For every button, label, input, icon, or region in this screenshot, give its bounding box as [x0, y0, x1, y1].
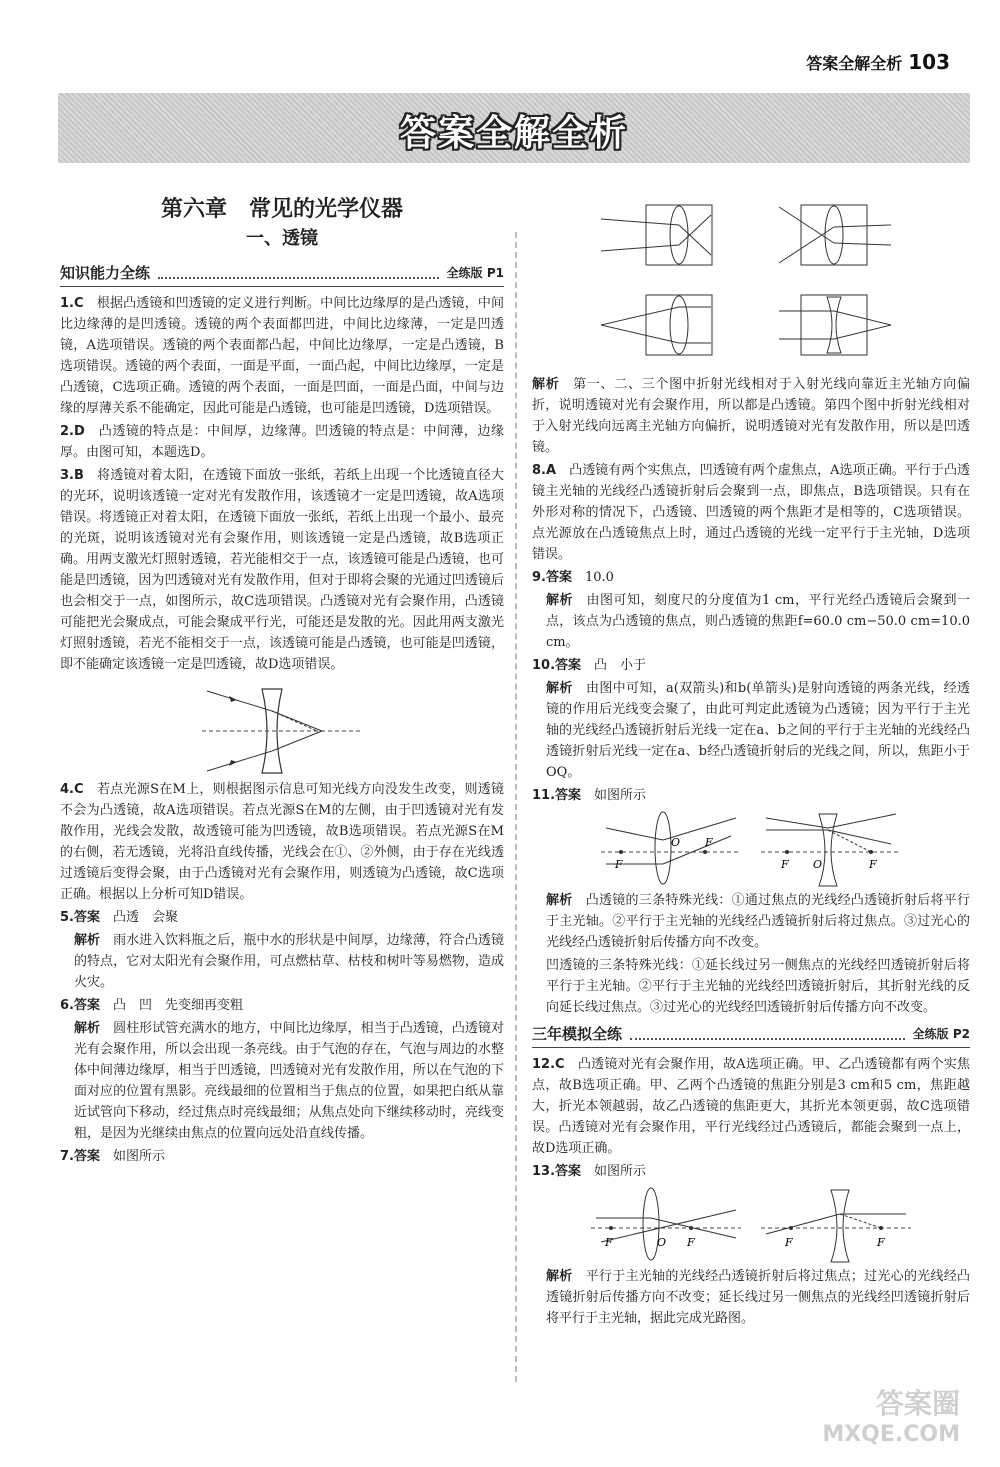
answer-5: 5.答案 凸透 会聚 [60, 910, 179, 925]
answer-7-analysis: 解析 第一、二、三个图中折射光线相对于入射光线向靠近主光轴方向偏折，说明透镜对光有会聚作用，所以都是凸透镜。第四个图中折射光线相对于入射光线向远离主光轴方向偏折，说明透镜对光有发散作用，所以是凹透镜。 [532, 377, 970, 455]
svg-text:F: F [877, 1236, 885, 1249]
answer-3: 3.B 将透镜对着太阳，在透镜下面放一张纸，若纸上出现一个比透镜直径大的光环，说明该透镜一定对光有发散作用，该透镜才一定是凹透镜，故A选项错误。将透镜正对着太阳，在透镜下面放一张纸，若纸上出现一个最小、最亮的光斑，说明该透镜对光有会聚作用，则该透镜一定是凸透镜，故B选项正确。用两支激光灯照射透镜，若光能相交于一点，该透镜可能是凸透镜，也可能是凹透镜，因为凹透镜对光有发散作用，但对于即将会聚的光通过凹透镜后也会相交于一点，如图所示，故C选项错误。凸透镜对光有会聚作用，凸透镜可能把光会聚成点，可能会聚成平行光，可能还是发散的光。因此用两支激光灯照射透镜，若光不能相交于一点，该透镜可能是凸透镜，也可能是凹透镜，即不能确定该透镜一定是凹透镜，故D选项错误。 [60, 468, 504, 672]
answer-13-analysis: 解析 平行于主光轴的光线经凸透镜折射后将过焦点；过光心的光线经凸透镜折射后传播方向不改变；延长线过另一侧焦点的光线经凹透镜折射后将平行于主光轴，据此完成光路图。 [546, 1269, 970, 1326]
lens-figures-q13 [591, 1184, 911, 1264]
answer-11-analysis: 解析 凸透镜的三条特殊光线：①通过焦点的光线经凸透镜折射后将平行于主光轴。②平行于主光轴的光线经凸透镜折射后将过焦点。③过光心的光线经凸透镜折射后传播方向不改变。 [546, 893, 970, 950]
answer-12: 12.C 凸透镜对光有会聚作用，故A选项正确。甲、乙凸透镜都有两个实焦点，故B选项正确。甲、乙两个凸透镜的焦距分别是3 cm和5 cm，焦距越大，折光本领越弱，故乙凸透镜的焦距更大，其折光本领更弱，故C选项错误。凸透镜对光有会聚作用，平行光线经过凸透镜后，都能会聚到一点上，故D选项正确。 [532, 1057, 970, 1156]
section-bar-1: 知识能力全练 全练版 P1 [60, 263, 504, 287]
title-banner [58, 93, 970, 163]
concave-lens-figure [192, 677, 372, 777]
answer-1: 1.C 根据凸透镜和凹透镜的定义进行判断。中间比边缘厚的是凸透镜，中间比边缘薄的是凹透镜。透镜的两个表面都凹进，中间比边缘薄，一定是凹透镜，A选项错误。透镜的两个表面都凸起，中间比边缘厚，一定是凸透镜，B选项错误。透镜的两个表面，一面是平面，一面凸起，中间比边缘厚，一定是凸透镜，C选项正确。透镜的两个表面，一面是凹面，一面是凸面，中间与边缘的厚薄关系不能确定，因此可能是凸透镜，也可能是凹透镜，D选项错误。 [60, 296, 504, 416]
svg-text:F: F [605, 1236, 613, 1249]
svg-text:O: O [671, 836, 681, 849]
svg-text:O: O [657, 1236, 667, 1249]
lens-figures-q7 [601, 197, 901, 372]
answer-9-analysis: 解析 由图可知，刻度尺的分度值为1 cm，平行光经凸透镜后会聚到一点，该点为凸透镜的焦点，则凸透镜的焦距f=60.0 cm−50.0 cm=10.0 cm。 [546, 593, 970, 650]
answer-10-analysis: 解析 由图中可知，a(双箭头)和b(单箭头)是射向透镜的两条光线，经透镜的作用后光线变会聚了，由此可判定此透镜为凸透镜；因为平行于主光轴的光线经凸透镜折射后光线一定在a、b之间的平行于主光轴的光线经凸透镜折射后光线一定在a、b经凸透镜折射后的光线之间，所以，焦距小于OQ。 [546, 681, 970, 780]
svg-text:F: F [705, 836, 713, 849]
answer-6: 6.答案 凸 凹 先变细再变粗 [60, 998, 244, 1013]
svg-text:F: F [869, 858, 877, 871]
svg-text:F: F [781, 858, 789, 871]
column-divider [515, 232, 517, 1382]
answer-7: 7.答案 如图所示 [60, 1149, 166, 1164]
answer-9: 9.答案 10.0 [532, 570, 614, 585]
watermark: 答案圈 MXQE.COM [822, 1387, 960, 1447]
svg-text:F: F [615, 858, 623, 871]
lens-figures-q11 [601, 808, 901, 888]
answer-6-analysis: 解析 圆柱形试管充满水的地方，中间比边缘厚，相当于凸透镜，凸透镜对光有会聚作用，所以会出现一条亮线。由于气泡的存在，气泡与周边的水整体中间薄边缘厚，相当于凹透镜，凹透镜对光有发散作用，所以在气泡的下面对应的位置有黑影。亮线最细的位置相当于焦点的位置，如果把白纸从靠近试管向下移动，经过焦点时亮线最细；从焦点处向下继续移动时，亮线变粗，是因为光继续由焦点的位置向远处沿直线传播。 [74, 1021, 504, 1141]
answer-11: 11.答案 如图所示 [532, 788, 647, 803]
answer-4: 4.C 若点光源S在M上，则根据图示信息可知光线方向没发生改变，则透镜不会为凸透镜，故A选项错误。若点光源S在M的左侧，由于凹透镜对光有发散作用，光线会发散，故透镜可能为凹透镜，故B选项错误。若点光源S在M的右侧，若无透镜，光将沿直线传播，光线会在①、②外侧，由于存在光线透过透镜后变得会聚，由于凸透镜对光有会聚作用，则透镜为凸透镜，故C选项正确。根据以上分析可知D错误。 [60, 782, 504, 902]
section-bar-2: 三年模拟全练 全练版 P2 [532, 1024, 970, 1048]
answer-13: 13.答案 如图所示 [532, 1164, 647, 1179]
svg-text:F: F [785, 1236, 793, 1249]
running-header: 答案全解全析 103 [806, 50, 950, 74]
right-column [532, 195, 970, 1331]
page-number: 103 [908, 50, 950, 74]
svg-text:O: O [813, 858, 823, 871]
answer-11-analysis-2: 凹透镜的三条特殊光线：①延长线过另一侧焦点的光线经凹透镜折射后将平行于主光轴。②平行于主光轴的光线经凹透镜折射后，其折射光线的反向延长线过焦点。③过光心的光线经凹透镜折射后传播方向不改变。 [546, 958, 970, 1015]
svg-text:F: F [687, 1236, 695, 1249]
answer-8: 8.A 凸透镜有两个实焦点，凹透镜有两个虚焦点，A选项正确。平行于凸透镜主光轴的光线经凸透镜折射后会聚到一点，即焦点，B选项错误。只有在外形对称的情况下，凸透镜、凹透镜的两个焦距才是相等的，C选项错误。点光源放在凸透镜焦点上时，通过凸透镜的光线一定平行于主光轴，D选项错误。 [532, 463, 970, 562]
left-column [60, 195, 504, 1169]
chapter-title: 第六章 常见的光学仪器 [160, 197, 403, 222]
section-title: 一、透镜 [246, 228, 318, 249]
answer-5-analysis: 解析 雨水进入饮料瓶之后，瓶中水的形状是中间厚，边缘薄，符合凸透镜的特点，它对太阳光有会聚作用，可点燃枯草、枯枝和树叶等易燃物，造成火灾。 [74, 933, 504, 990]
banner-title: 答案全解全析 [399, 113, 628, 154]
answer-10: 10.答案 凸 小于 [532, 658, 647, 673]
answer-2: 2.D 凸透镜的特点是：中间厚，边缘薄。凹透镜的特点是：中间薄，边缘厚。由图可知，本题选D。 [60, 424, 504, 460]
